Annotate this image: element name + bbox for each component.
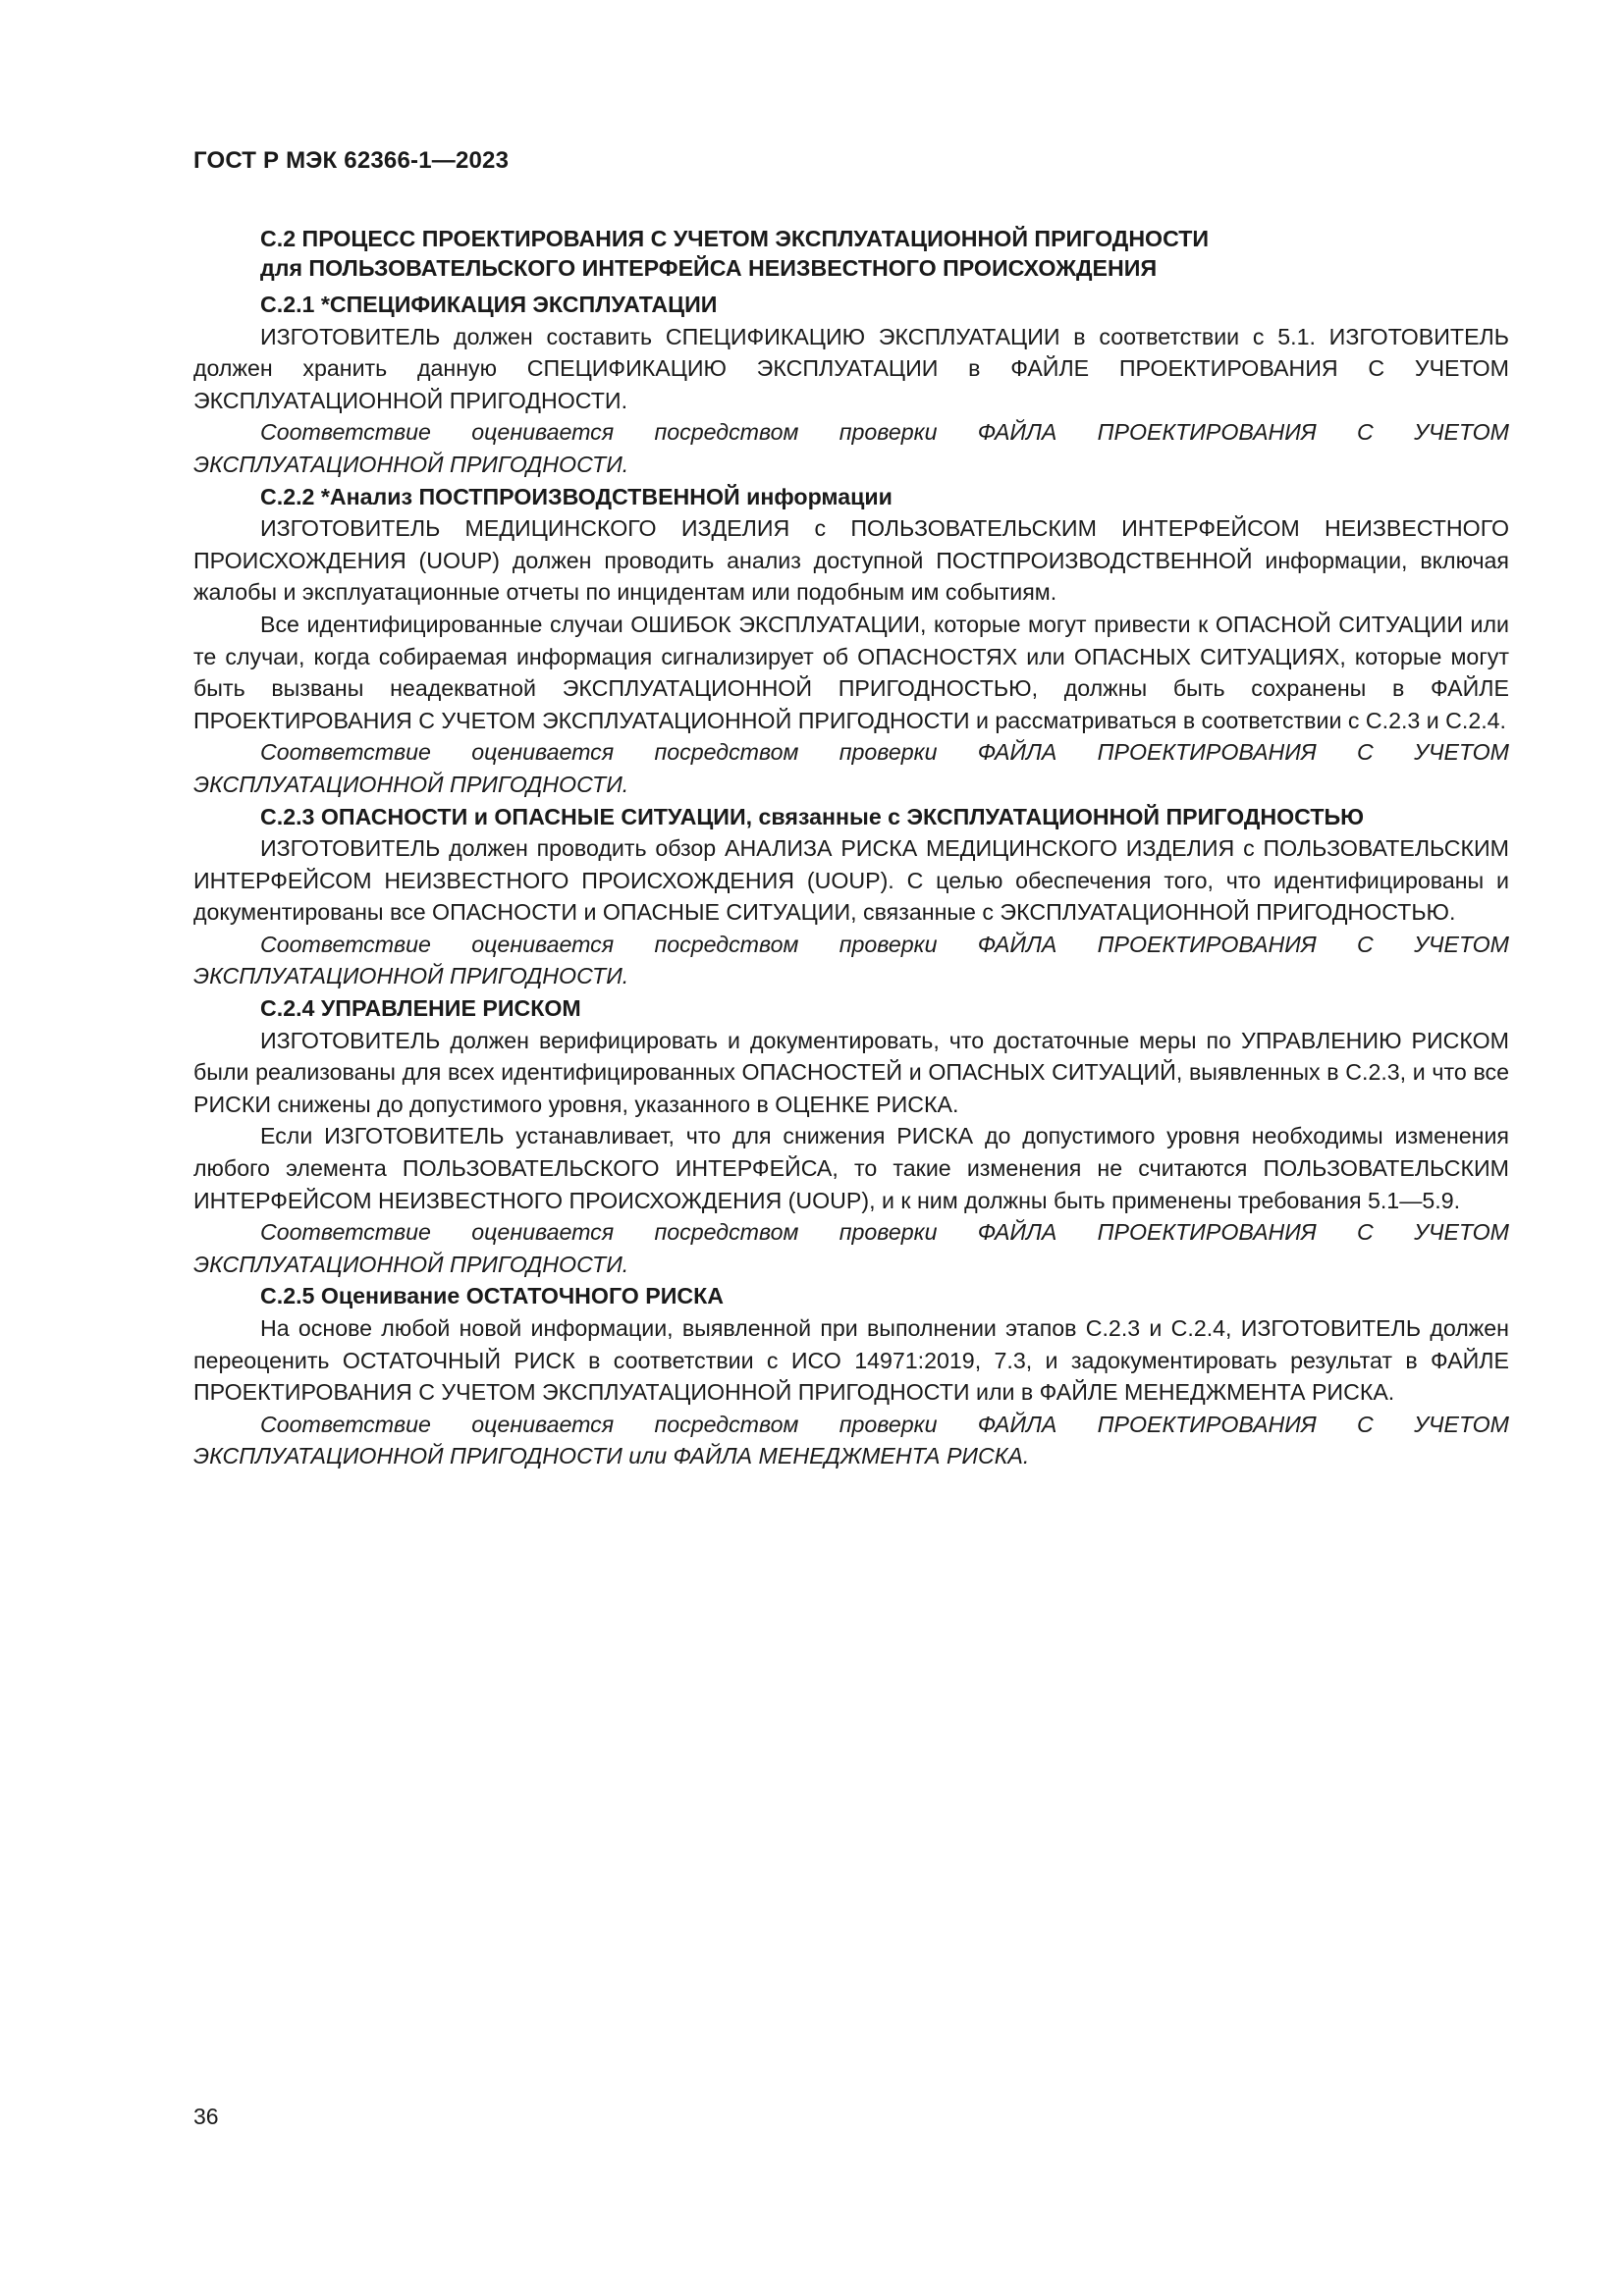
section-title-block	[193, 224, 1509, 283]
paragraph: На основе любой новой информации, выявленной при выполнении этапов С.2.3 и С.2.4, ИЗГОТОВИТЕЛЬ должен переоценить ОСТАТОЧНЫЙ РИСК в соответствии с ИСО 14971:2019, 7.3, и задокументировать результат в ФАЙЛЕ ПРОЕКТИРОВАНИЯ С УЧЕТОМ ЭКСПЛУАТАЦИОННОЙ ПРИГОДНОСТИ или в ФАЙЛЕ МЕНЕДЖМЕНТА РИСКА.	[193, 1315, 1509, 1406]
document-body	[193, 224, 1509, 1472]
subsection-c22	[193, 481, 1509, 801]
paragraph: Если ИЗГОТОВИТЕЛЬ устанавливает, что для снижения РИСКА до допустимого уровня необходимы изменения любого элемента ПОЛЬЗОВАТЕЛЬСКОГО ИНТЕРФЕЙСА, то такие изменения не считаются ПОЛЬЗОВАТЕЛЬСКИМ ИНТЕРФЕЙСОМ НЕИЗВЕСТНОГО ПРОИСХОЖДЕНИЯ (UOUP), и к ним должны быть применены требования 5.1—5.9.	[193, 1123, 1509, 1213]
paragraph: ИЗГОТОВИТЕЛЬ должен составить СПЕЦИФИКАЦИЮ ЭКСПЛУАТАЦИИ в соответствии с 5.1. ИЗГОТОВИТЕЛЬ должен хранить данную СПЕЦИФИКАЦИЮ ЭКСПЛУАТАЦИИ в ФАЙЛЕ ПРОЕКТИРОВАНИЯ С УЧЕТОМ ЭКСПЛУАТАЦИОННОЙ ПРИГОДНОСТИ.	[193, 323, 1509, 413]
compliance-note: Соответствие оценивается посредством проверки ФАЙЛА ПРОЕКТИРОВАНИЯ С УЧЕТОМ ЭКСПЛУАТАЦИОННОЙ ПРИГОДНОСТИ.	[193, 419, 1509, 477]
compliance-note: Соответствие оценивается посредством проверки ФАЙЛА ПРОЕКТИРОВАНИЯ С УЧЕТОМ ЭКСПЛУАТАЦИОННОЙ ПРИГОДНОСТИ.	[193, 739, 1509, 797]
page-number: 36	[193, 2104, 219, 2129]
compliance-note: Соответствие оценивается посредством проверки ФАЙЛА ПРОЕКТИРОВАНИЯ С УЧЕТОМ ЭКСПЛУАТАЦИОННОЙ ПРИГОДНОСТИ или ФАЙЛА МЕНЕДЖМЕНТА РИСКА.	[193, 1411, 1509, 1469]
subsection-c23	[193, 801, 1509, 993]
section-title-line-1: С.2 ПРОЦЕСС ПРОЕКТИРОВАНИЯ С УЧЕТОМ ЭКСПЛУАТАЦИОННОЙ ПРИГОДНОСТИ	[260, 226, 1210, 251]
subsection-c25	[193, 1280, 1509, 1472]
compliance-note: Соответствие оценивается посредством проверки ФАЙЛА ПРОЕКТИРОВАНИЯ С УЧЕТОМ ЭКСПЛУАТАЦИОННОЙ ПРИГОДНОСТИ.	[193, 931, 1509, 989]
paragraph: Все идентифицированные случаи ОШИБОК ЭКСПЛУАТАЦИИ, которые могут привести к ОПАСНОЙ СИТУАЦИИ или те случаи, когда собираемая информация сигнализирует об ОПАСНОСТЯХ или ОПАСНЫХ СИТУАЦИЯХ, которые могут быть вызваны неадекватной ЭКСПЛУАТАЦИОННОЙ ПРИГОДНОСТЬЮ, должны быть сохранены в ФАЙЛЕ ПРОЕКТИРОВАНИЯ С УЧЕТОМ ЭКСПЛУАТАЦИОННОЙ ПРИГОДНОСТИ и рассматриваться в соответствии с С.2.3 и С.2.4.	[193, 611, 1509, 733]
document-header: ГОСТ Р МЭК 62366-1—2023	[193, 147, 510, 174]
subsection-title: С.2.2 *Анализ ПОСТПРОИЗВОДСТВЕННОЙ информации	[260, 483, 893, 509]
compliance-note: Соответствие оценивается посредством проверки ФАЙЛА ПРОЕКТИРОВАНИЯ С УЧЕТОМ ЭКСПЛУАТАЦИОННОЙ ПРИГОДНОСТИ.	[193, 1219, 1509, 1277]
subsection-c21	[193, 289, 1509, 481]
subsection-title: С.2.4 УПРАВЛЕНИЕ РИСКОМ	[260, 995, 581, 1022]
subsection-title: С.2.3 ОПАСНОСТИ и ОПАСНЫЕ СИТУАЦИИ, связанные с ЭКСПЛУАТАЦИОННОЙ ПРИГОДНОСТЬЮ	[260, 803, 1365, 829]
paragraph: ИЗГОТОВИТЕЛЬ МЕДИЦИНСКОГО ИЗДЕЛИЯ с ПОЛЬЗОВАТЕЛЬСКИМ ИНТЕРФЕЙСОМ НЕИЗВЕСТНОГО ПРОИСХОЖДЕНИЯ (UOUP) должен проводить анализ доступной ПОСТПРОИЗВОДСТВЕННОЙ информации, включая жалобы и эксплуатационные отчеты по инцидентам или подобным им событиям.	[193, 515, 1509, 606]
paragraph: ИЗГОТОВИТЕЛЬ должен верифицировать и документировать, что достаточные меры по УПРАВЛЕНИЮ РИСКОМ были реализованы для всех идентифицированных ОПАСНОСТЕЙ и ОПАСНЫХ СИТУАЦИЙ, выявленных в С.2.3, и что все РИСКИ снижены до допустимого уровня, указанного в ОЦЕНКЕ РИСКА.	[193, 1027, 1509, 1117]
subsection-title: С.2.1 *СПЕЦИФИКАЦИЯ ЭКСПЛУАТАЦИИ	[260, 292, 718, 317]
subsection-c24	[193, 992, 1509, 1280]
subsection-title: С.2.5 Оценивание ОСТАТОЧНОГО РИСКА	[260, 1283, 725, 1309]
paragraph: ИЗГОТОВИТЕЛЬ должен проводить обзор АНАЛИЗА РИСКА МЕДИЦИНСКОГО ИЗДЕЛИЯ с ПОЛЬЗОВАТЕЛЬСКИМ ИНТЕРФЕЙСОМ НЕИЗВЕСТНОГО ПРОИСХОЖДЕНИЯ (UOUP). С целью обеспечения того, что идентифицированы и документированы все ОПАСНОСТИ и ОПАСНЫЕ СИТУАЦИИ, связанные с ЭКСПЛУАТАЦИОННОЙ ПРИГОДНОСТЬЮ.	[193, 835, 1509, 926]
section-title-line-2: для ПОЛЬЗОВАТЕЛЬСКОГО ИНТЕРФЕЙСА НЕИЗВЕСТНОГО ПРОИСХОЖДЕНИЯ	[260, 255, 1158, 281]
